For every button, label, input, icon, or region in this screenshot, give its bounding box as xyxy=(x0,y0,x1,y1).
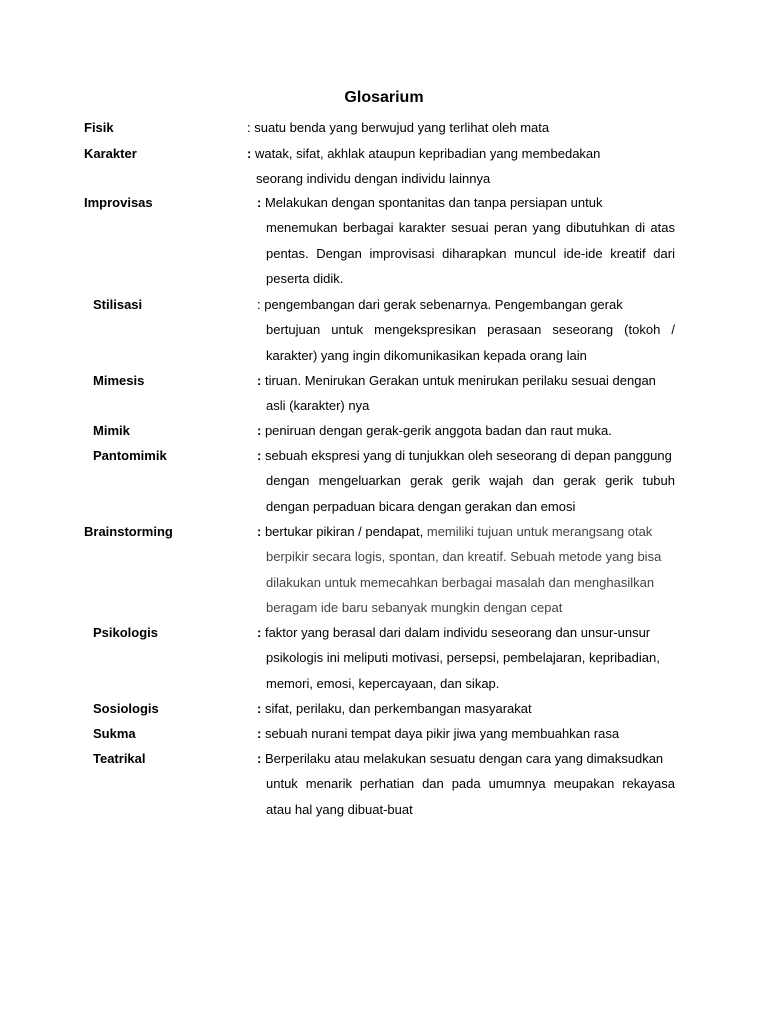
definition-line: : sebuah ekspresi yang di tunjukkan oleh seseorang di depan panggung xyxy=(257,448,672,463)
glossary-term: Pantomimik xyxy=(93,448,167,463)
definition-line: : suatu benda yang berwujud yang terlihat oleh mata xyxy=(247,120,550,135)
definition-line: untuk menarik perhatian dan pada umumnya meupakan rekayasa xyxy=(266,776,675,792)
definition-line: : Melakukan dengan spontanitas dan tanpa persiapan untuk xyxy=(257,195,603,210)
definition-line: menemukan berbagai karakter sesuai peran yang dibutuhkan di atas xyxy=(266,220,675,236)
definition-line: bertujuan untuk mengekspresikan perasaan seseorang (tokoh / xyxy=(266,322,675,338)
definition-line: atau hal yang dibuat-buat xyxy=(266,801,413,817)
glossary-term: Mimik xyxy=(93,423,130,438)
glossary-definition xyxy=(257,519,675,620)
definition-line: : sebuah nurani tempat daya pikir jiwa yang membuahkan rasa xyxy=(257,726,620,741)
glossary-definition xyxy=(257,746,675,822)
definition-line: psikologis ini meliputi motivasi, persepsi, pembelajaran, kepribadian, xyxy=(266,650,660,666)
definition-line: seorang individu dengan individu lainnya xyxy=(256,171,491,187)
definition-line: : watak, sifat, akhlak ataupun kepribadian yang membedakan xyxy=(247,146,601,161)
glossary-term: Psikologis xyxy=(93,625,159,640)
definition-line: pentas. Dengan improvisasi diharapkan muncul ide-ide kreatif dari xyxy=(266,245,675,261)
glossary-definition xyxy=(257,721,675,746)
glossary-term: Improvisas xyxy=(84,195,153,210)
glossary-term: Stilisasi xyxy=(93,297,143,312)
glossary-term: Sukma xyxy=(93,726,136,741)
definition-line: : peniruan dengan gerak-gerik anggota badan dan raut muka. xyxy=(257,423,612,438)
definition-line: asli (karakter) nya xyxy=(266,398,370,414)
definition-line: dengan mengeluarkan gerak gerik wajah dan gerak gerik tubuh xyxy=(266,473,675,489)
glossary-definition xyxy=(257,443,675,519)
definition-line: : bertukar pikiran / pendapat, memiliki tujuan untuk merangsang otak xyxy=(257,524,653,539)
glossary-term: Teatrikal xyxy=(93,751,146,766)
glossary-definition xyxy=(247,115,677,140)
definition-line: : sifat, perilaku, dan perkembangan masyarakat xyxy=(257,701,532,716)
glossary-definition xyxy=(247,141,677,192)
definition-line: dengan perpaduan bicara dengan gerakan dan emosi xyxy=(266,498,576,514)
glossary-definition xyxy=(257,696,675,721)
definition-line: peserta didik. xyxy=(266,270,344,286)
glossary-term: Fisik xyxy=(84,120,114,135)
glossary-term: Mimesis xyxy=(93,373,145,388)
definition-line: berpikir secara logis, spontan, dan kreatif. Sebuah metode yang bisa xyxy=(266,549,662,565)
glossary-definition xyxy=(257,368,675,419)
glossary-definition xyxy=(257,190,675,291)
glossary-term: Sosiologis xyxy=(93,701,159,716)
definition-line: : tiruan. Menirukan Gerakan untuk menirukan perilaku sesuai dengan xyxy=(257,373,656,388)
definition-line: : pengembangan dari gerak sebenarnya. Pengembangan gerak xyxy=(257,297,623,312)
glossary-term: Karakter xyxy=(84,146,137,161)
glossary-definition xyxy=(257,620,675,696)
definition-line: beragam ide baru sebanyak mungkin dengan cepat xyxy=(266,599,563,615)
glossary-term: Brainstorming xyxy=(84,524,173,539)
definition-line: : faktor yang berasal dari dalam individu seseorang dan unsur-unsur xyxy=(257,625,651,640)
definition-line: : Berperilaku atau melakukan sesuatu dengan cara yang dimaksudkan xyxy=(257,751,664,766)
glossary-definition xyxy=(257,418,675,443)
definition-line: karakter) yang ingin dikomunikasikan kepada orang lain xyxy=(266,347,587,363)
page-title: Glosarium xyxy=(344,89,424,106)
glossary-definition xyxy=(257,292,675,368)
definition-line: dilakukan untuk memecahkan berbagai masalah dan menghasilkan xyxy=(266,574,655,590)
definition-line: memori, emosi, kepercayaan, dan sikap. xyxy=(266,675,500,691)
